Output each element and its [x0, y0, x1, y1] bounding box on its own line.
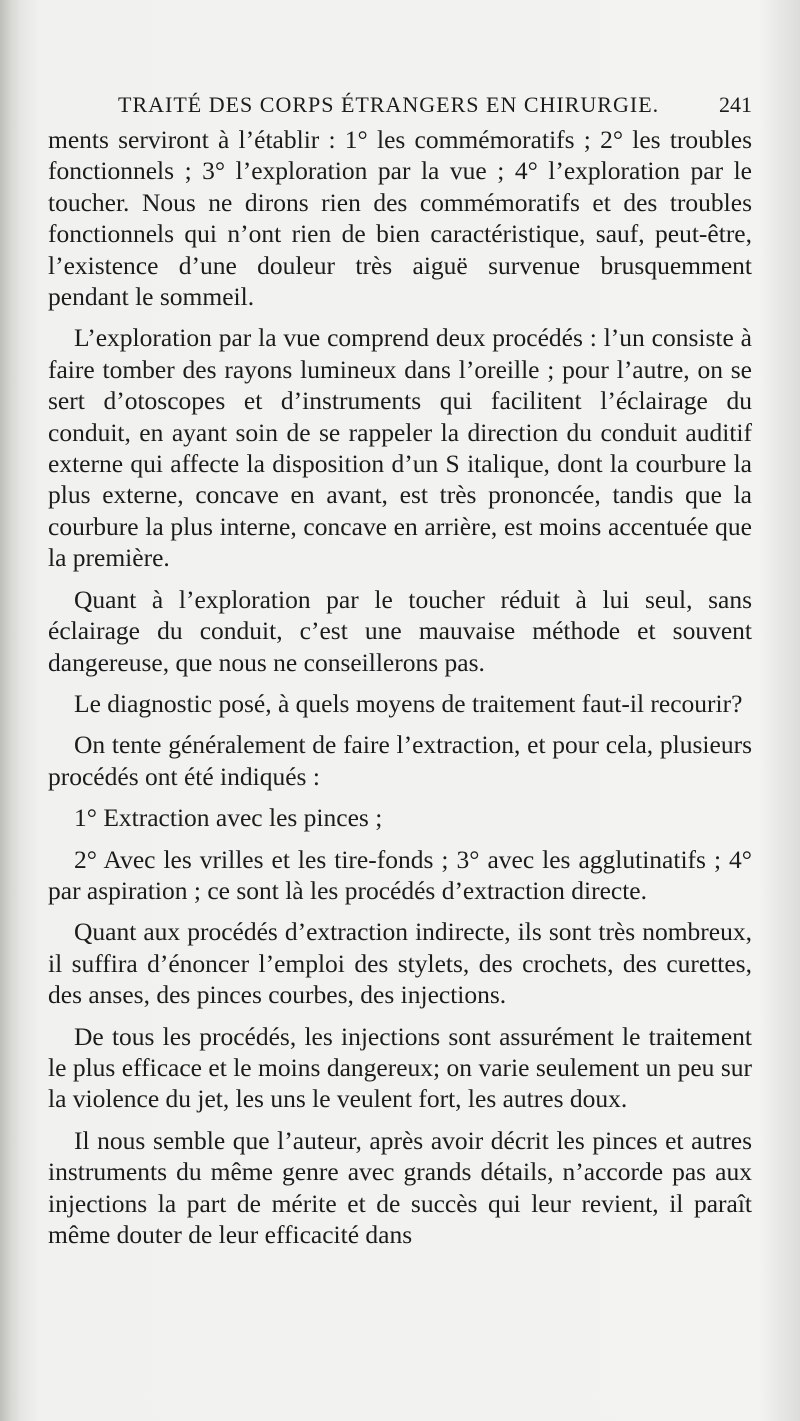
- binding-shadow: [0, 0, 20, 1421]
- paragraph: Quant à l’exploration par le toucher réduit à lui seul, sans éclairage du conduit, c’est une mauvaise méthode et souvent dangereuse, que nous ne conseillerons pas.: [48, 584, 752, 677]
- running-title: TRAITÉ DES CORPS ÉTRANGERS EN CHIRURGIE.: [118, 92, 660, 117]
- paragraph: L’exploration par la vue comprend deux procédés : l’un consiste à faire tomber des rayons lumineux dans l’oreille ; pour l’autre, on se sert d’otoscopes et d’instruments qui facilitent l’éclairage du conduit, en ayant soin de se rappeler la direction du conduit auditif externe qui affecte la disposition d’un S italique, dont la courbure la plus externe, concave en avant, est très prononcée, tandis que la courbure la plus interne, concave en arrière, est moins accentuée que la première.: [48, 323, 752, 573]
- page-number: 241: [719, 92, 752, 117]
- paragraph: Il nous semble que l’auteur, après avoir décrit les pinces et autres instruments du même genre avec grands détails, n’accorde pas aux injections la part de mérite et de succès qui leur revient, il paraît même douter de leur efficacité dans: [48, 1125, 752, 1249]
- list-item: 2° Avec les vrilles et les tire-fonds ; 3° avec les agglutinatifs ; 4° par aspiration ; ce sont là les procédés d’extraction directe.: [48, 844, 752, 905]
- paragraph: ments serviront à l’établir : 1° les commémoratifs ; 2° les troubles fonctionnels ; 3° l’exploration par la vue ; 4° l’exploration par le toucher. Nous ne dirons rien des commémoratifs et des troubles fonctionnels qui n’ont rien de bien caractéristique, sauf, peut-être, l’existence d’une douleur très aiguë survenue brusquemment pendant le sommeil.: [48, 125, 752, 312]
- paragraph: On tente généralement de faire l’extraction, et pour cela, plusieurs procédés ont été indiqués :: [48, 730, 752, 791]
- paragraph: Quant aux procédés d’extraction indirecte, ils sont très nombreux, il suffira d’énoncer l’emploi des stylets, des crochets, des curettes, des anses, des pinces courbes, des injections.: [48, 917, 752, 1010]
- body-text: [48, 124, 752, 1250]
- list-item: 1° Extraction avec les pinces ;: [74, 803, 383, 833]
- paragraph: De tous les procédés, les injections sont assurément le traitement le plus efficace et le moins dangereux; on varie seulement un peu sur la violence du jet, les uns le veulent fort, les autres doux.: [48, 1021, 752, 1114]
- paragraph: Le diagnostic posé, à quels moyens de traitement faut-il recourir?: [74, 688, 743, 718]
- running-head: [48, 88, 752, 122]
